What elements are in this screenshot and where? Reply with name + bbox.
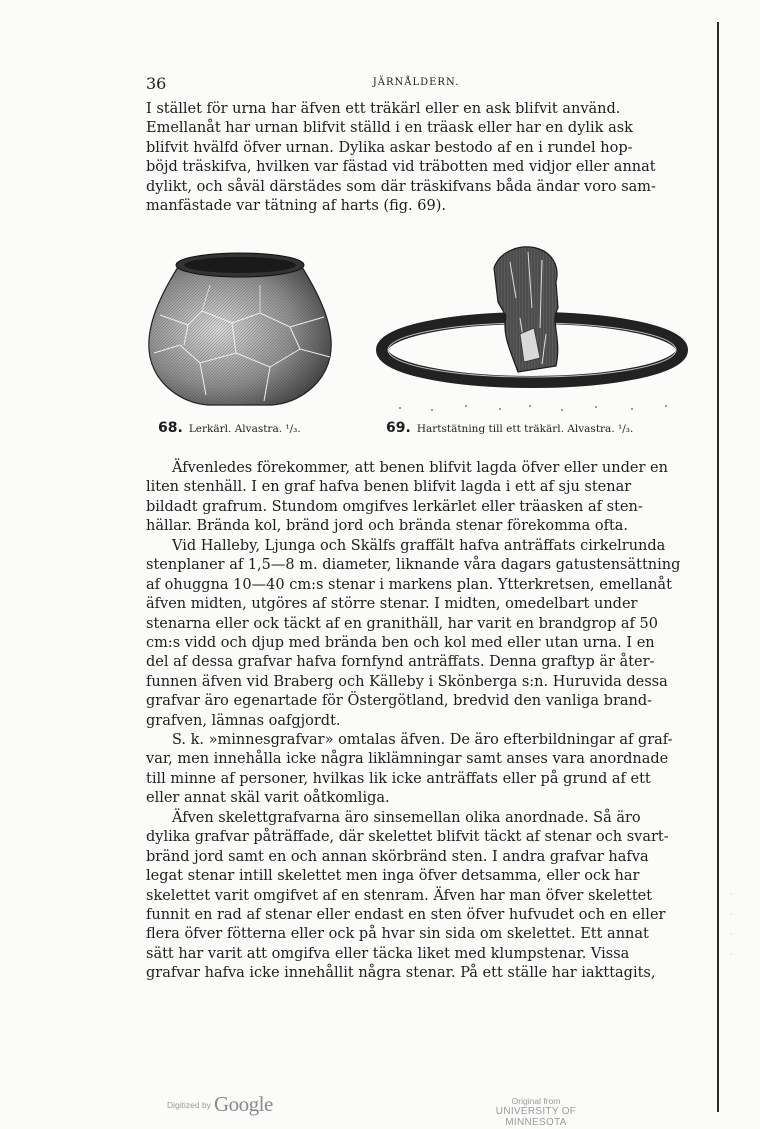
- text-line: cm:s vidd och djup med brända ben och kol med eller utan urna. I en: [146, 635, 655, 652]
- text-line: bildadt grafrum. Stundom omgifves lerkärlet eller träasken af sten-: [146, 498, 643, 515]
- paragraph-stone-circles: [146, 537, 686, 731]
- page-header: [146, 74, 686, 94]
- figure-68-caption-text: Lerkärl. Alvastra. ¹/₃.: [188, 423, 301, 435]
- text-line: dylika grafvar påträffade, där skelettet blifvit täckt af stenar och svart-: [146, 829, 669, 846]
- digitized-by-label: Digitized by: [167, 1100, 211, 1110]
- figure-69-caption: [386, 420, 633, 436]
- google-logo: Google: [213, 1092, 273, 1116]
- figure-68-caption: [158, 420, 301, 436]
- figure-68-number: 68.: [158, 420, 183, 436]
- text-line: sätt har varit att omgifva eller täcka liket med klumpstenar. Vissa: [146, 945, 630, 962]
- clay-vessel-illustration: [140, 245, 340, 415]
- text-line: stenplaner af 1,5—8 m. diameter, liknande våra dagars gatustensättning: [146, 557, 681, 574]
- text-line: funnit en rad af stenar eller endast en sten öfver hufvudet och en eller: [146, 907, 666, 924]
- running-title: JÄRNÅLDERN.: [372, 77, 460, 88]
- page-number: 36: [146, 74, 167, 93]
- page-edge-rule: [717, 22, 719, 1112]
- text-line: bränd jord samt en och annan skörbränd sten. I andra grafvar hafva: [146, 848, 649, 865]
- digitized-by-google: [167, 1092, 273, 1117]
- text-line: böjd träskifva, hvilken var fästad vid träbotten med vidjor eller annat: [146, 159, 656, 176]
- paragraph-memorial-graves: [146, 731, 686, 809]
- text-line: manfästade var tätning af harts (fig. 69).: [146, 198, 446, 215]
- text-line: grafven, lämnas oafgjordt.: [146, 712, 341, 729]
- text-line: Äfven skelettgrafvarna äro sinsemellan olika anordnade. Så äro: [172, 810, 641, 826]
- text-line: dylikt, och såväl därstädes som där träskifvans båda ändar voro sam-: [146, 178, 656, 195]
- text-line: Emellanåt har urnan blifvit ställd i en träask eller har en dylik ask: [146, 120, 633, 137]
- text-line: del af dessa grafvar hafva fornfynd anträffats. Denna graftyp är åter-: [146, 654, 655, 671]
- paragraph-stone-slabs: [146, 459, 686, 537]
- text-line: af ohuggna 10—40 cm:s stenar i markens plan. Ytterkretsen, emellanåt: [146, 576, 672, 593]
- figure-68-clay-vessel: [140, 245, 340, 415]
- text-line: var, men innehålla icke några liklämningar samt anses vara anordnade: [146, 751, 669, 768]
- original-from: [466, 1096, 606, 1128]
- text-line: skelettet varit omgifvet af en stenram. Äfven har man öfver skelettet: [146, 887, 653, 904]
- paragraph-urn-substitutes: [146, 100, 686, 216]
- text-line: hällar. Brända kol, bränd jord och brända stenar förekomma ofta.: [146, 518, 629, 535]
- resin-sealing-illustration: [370, 238, 690, 418]
- paragraph-skeleton-graves: [146, 809, 686, 984]
- text-line: stenarna eller ock täckt af en granithäll, har varit en brandgrop af 50: [146, 615, 658, 632]
- text-line: eller annat skäl varit oåtkomliga.: [146, 790, 390, 807]
- text-line: blifvit hvälfd öfver urnan. Dylika askar bestodo af en i rundel hop-: [146, 139, 633, 156]
- margin-specks: · · · ·: [730, 890, 733, 959]
- figure-69-caption-text: Hartstätning till ett träkärl. Alvastra. ¹/₃.: [416, 423, 634, 435]
- figure-69-number: 69.: [386, 420, 411, 436]
- original-from-label: Original from: [511, 1096, 561, 1106]
- text-line: liten stenhäll. I en graf hafva benen blifvit lagda i ett af sju stenar: [146, 479, 632, 496]
- text-line: S. k. »minnesgrafvar» omtalas äfven. De äro efterbildningar af graf-: [172, 732, 673, 748]
- text-line: Vid Halleby, Ljunga och Skälfs graffält hafva anträffats cirkelrunda: [172, 538, 666, 554]
- text-line: Äfvenledes förekommer, att benen blifvit lagda öfver eller under en: [172, 460, 668, 476]
- text-line: I stället för urna har äfven ett träkärl eller en ask blifvit använd.: [146, 101, 621, 117]
- text-line: funnen äfven vid Braberg och Källeby i Skönberga s:n. Huruvida dessa: [146, 673, 668, 690]
- text-line: flera öfver fötterna eller ock på hvar sin sida om skelettet. Ett annat: [146, 926, 649, 943]
- text-line: grafvar hafva icke innehållit några stenar. På ett ställe har iakttagits,: [146, 965, 656, 982]
- text-line: legat stenar intill skelettet men inga öfver detsamma, eller ock har: [146, 868, 640, 885]
- text-line: till minne af personer, hvilkas lik icke anträffats eller på grund af ett: [146, 770, 651, 787]
- figure-69-resin-sealing: [370, 238, 690, 418]
- institution-name: UNIVERSITY OF MINNESOTA: [495, 1106, 577, 1128]
- text-line: äfven midten, utgöres af större stenar. I midten, omedelbart under: [146, 596, 638, 613]
- text-line: grafvar äro egenartade för Östergötland, bredvid den vanliga brand-: [146, 693, 653, 710]
